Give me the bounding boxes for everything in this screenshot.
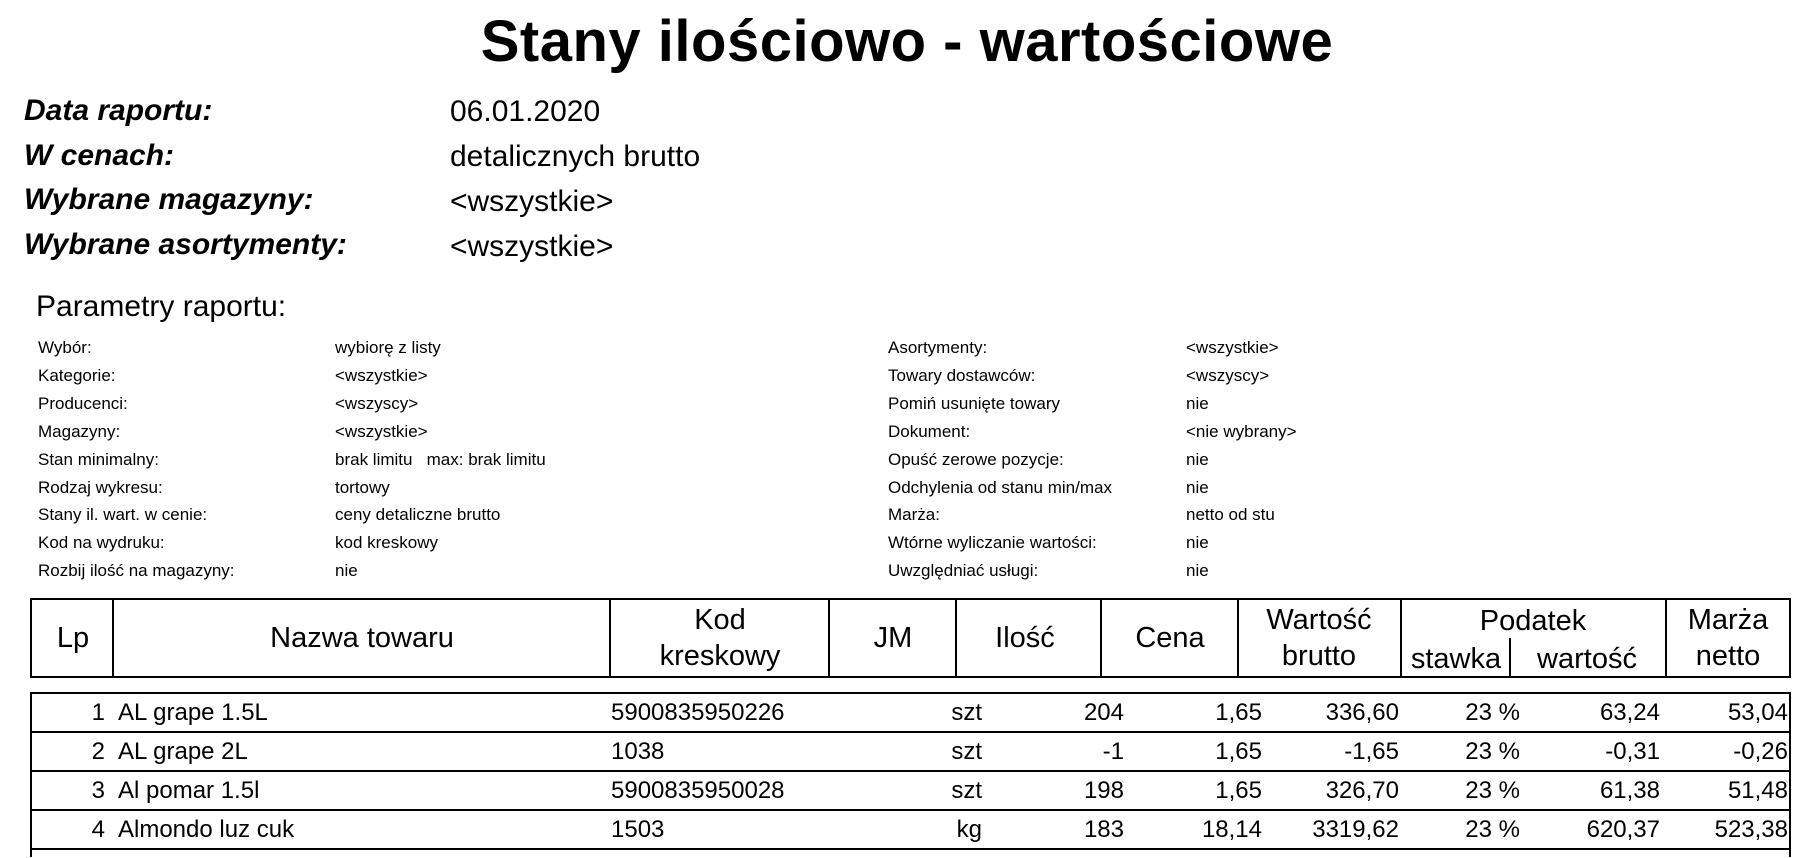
param-label: Wtórne wyliczanie wartości: <box>888 533 1097 552</box>
param-label: Opuść zerowe pozycje: <box>888 450 1064 469</box>
param-label: Wybór: <box>38 338 92 357</box>
cell-price: 1,65 <box>1215 699 1262 726</box>
header-tax: Podatek <box>1479 605 1587 637</box>
cell-unit: kg <box>956 816 982 843</box>
meta-value-date: 06.01.2020 <box>450 95 601 128</box>
param-label: Rodzaj wykresu: <box>38 478 163 497</box>
cell-price: 1,65 <box>1215 777 1262 804</box>
cell-margin: -0,26 <box>1733 738 1788 765</box>
cell-gross: -1,65 <box>1344 738 1399 765</box>
cell-tax: 63,24 <box>1599 699 1660 726</box>
header-unit: JM <box>873 622 913 654</box>
cell-lp: 1 <box>91 699 105 726</box>
param-label: Odchylenia od stanu min/max <box>888 478 1112 497</box>
header-code <box>611 600 829 676</box>
report-title: Stany ilościowo - wartościowe <box>480 9 1334 74</box>
header-margin <box>1667 600 1789 676</box>
meta-label-date: Data raportu: <box>24 94 213 127</box>
header-qty: Ilość <box>995 622 1055 654</box>
cell-lp: 2 <box>91 738 105 765</box>
header-code-line2: kreskowy <box>659 640 781 672</box>
param-value: <wszyscy> <box>1186 366 1270 385</box>
cell-tax: -0,31 <box>1605 738 1660 765</box>
cell-margin: 523,38 <box>1714 816 1788 843</box>
cell-unit: szt <box>951 699 982 726</box>
param-value: <wszystkie> <box>335 422 428 441</box>
param-label: Pomiń usunięte towary <box>888 394 1060 413</box>
table-body <box>30 692 1791 858</box>
param-value: kod kreskowy <box>335 533 438 552</box>
param-value: nie <box>1186 394 1209 413</box>
cell-rate: 23 % <box>1465 816 1520 843</box>
param-value: <wszyscy> <box>335 394 419 413</box>
meta-label-warehouses: Wybrane magazyny: <box>24 183 314 216</box>
cell-qty: 198 <box>1083 777 1124 804</box>
cell-name: AL grape 1.5L <box>118 699 268 726</box>
header-tax-rate: stawka <box>1410 643 1502 675</box>
header-tax-value: wartość <box>1537 643 1637 675</box>
cell-gross: 3319,62 <box>1312 816 1399 843</box>
cell-rate: 23 % <box>1465 777 1520 804</box>
header-price: Cena <box>1135 622 1205 654</box>
param-value: wybiorę z listy <box>335 338 441 357</box>
param-value: nie <box>1186 533 1209 552</box>
header-code-line1: Kod <box>694 604 746 636</box>
param-label: Asortymenty: <box>888 338 988 357</box>
param-label: Marża: <box>888 505 940 524</box>
param-value: ceny detaliczne brutto <box>335 505 501 524</box>
param-value: nie <box>1186 561 1209 580</box>
cell-margin: 51,48 <box>1727 777 1788 804</box>
param-label: Stan minimalny: <box>38 450 159 469</box>
cell-tax: 61,38 <box>1599 777 1660 804</box>
param-label: Stany il. wart. w cenie: <box>38 505 208 524</box>
param-value: brak limitu max: brak limitu <box>335 450 546 469</box>
cell-price: 1,65 <box>1215 738 1262 765</box>
header-gross-line2: brutto <box>1281 640 1357 672</box>
param-label: Producenci: <box>38 394 128 413</box>
cell-gross: 336,60 <box>1325 699 1399 726</box>
header-gross-line1: Wartość <box>1266 604 1372 636</box>
cell-qty: 183 <box>1083 816 1124 843</box>
cell-name: Almondo luz cuk <box>118 816 295 843</box>
cell-name: AL grape 2L <box>118 738 248 765</box>
cell-tax: 620,37 <box>1586 816 1660 843</box>
meta-label-prices: W cenach: <box>24 139 175 172</box>
meta-value-assortments: <wszystkie> <box>450 230 614 263</box>
cell-lp: 4 <box>91 816 105 843</box>
header-margin-line2: netto <box>1695 640 1761 672</box>
cell-code: 5900835950226 <box>611 699 785 726</box>
cell-rate: 23 % <box>1465 699 1520 726</box>
table-header <box>30 598 1791 678</box>
param-value: <wszystkie> <box>335 366 428 385</box>
cell-gross: 326,70 <box>1325 777 1399 804</box>
table-row <box>30 692 1791 731</box>
cell-unit: szt <box>951 738 982 765</box>
cell-price: 18,14 <box>1201 816 1262 843</box>
cell-qty: 204 <box>1083 699 1124 726</box>
param-label: Rozbij ilość na magazyny: <box>38 561 235 580</box>
param-value: nie <box>335 561 358 580</box>
header-lp: Lp <box>56 622 90 654</box>
param-label: Magazyny: <box>38 422 121 441</box>
param-value: <wszystkie> <box>1186 338 1279 357</box>
cell-lp: 3 <box>91 777 105 804</box>
params-title: Parametry raportu: <box>36 290 287 323</box>
param-label: Dokument: <box>888 422 971 441</box>
meta-label-assortments: Wybrane asortymenty: <box>24 228 347 261</box>
param-value: netto od stu <box>1186 505 1275 524</box>
cell-qty: -1 <box>1102 738 1124 765</box>
cell-code: 5900835950028 <box>611 777 785 804</box>
meta-value-warehouses: <wszystkie> <box>450 185 614 218</box>
table-row <box>30 770 1791 809</box>
table-row <box>30 809 1791 848</box>
param-value: nie <box>1186 478 1209 497</box>
table-row <box>30 731 1791 770</box>
cell-code: 1038 <box>611 738 665 765</box>
param-label: Kategorie: <box>38 366 116 385</box>
header-margin-line1: Marża <box>1687 604 1769 636</box>
param-label: Towary dostawców: <box>888 366 1036 385</box>
param-value: <nie wybrany> <box>1186 422 1297 441</box>
meta-value-prices: detalicznych brutto <box>450 140 701 173</box>
header-gross <box>1239 600 1399 676</box>
cell-code: 1503 <box>611 816 665 843</box>
param-label: Kod na wydruku: <box>38 533 165 552</box>
cell-name: Al pomar 1.5l <box>118 777 260 804</box>
param-value: nie <box>1186 450 1209 469</box>
cell-margin: 53,04 <box>1727 699 1788 726</box>
cell-unit: szt <box>951 777 982 804</box>
cell-rate: 23 % <box>1465 738 1520 765</box>
header-name: Nazwa towaru <box>270 622 454 654</box>
param-label: Uwzględniać usługi: <box>888 561 1039 580</box>
param-value: tortowy <box>335 478 390 497</box>
